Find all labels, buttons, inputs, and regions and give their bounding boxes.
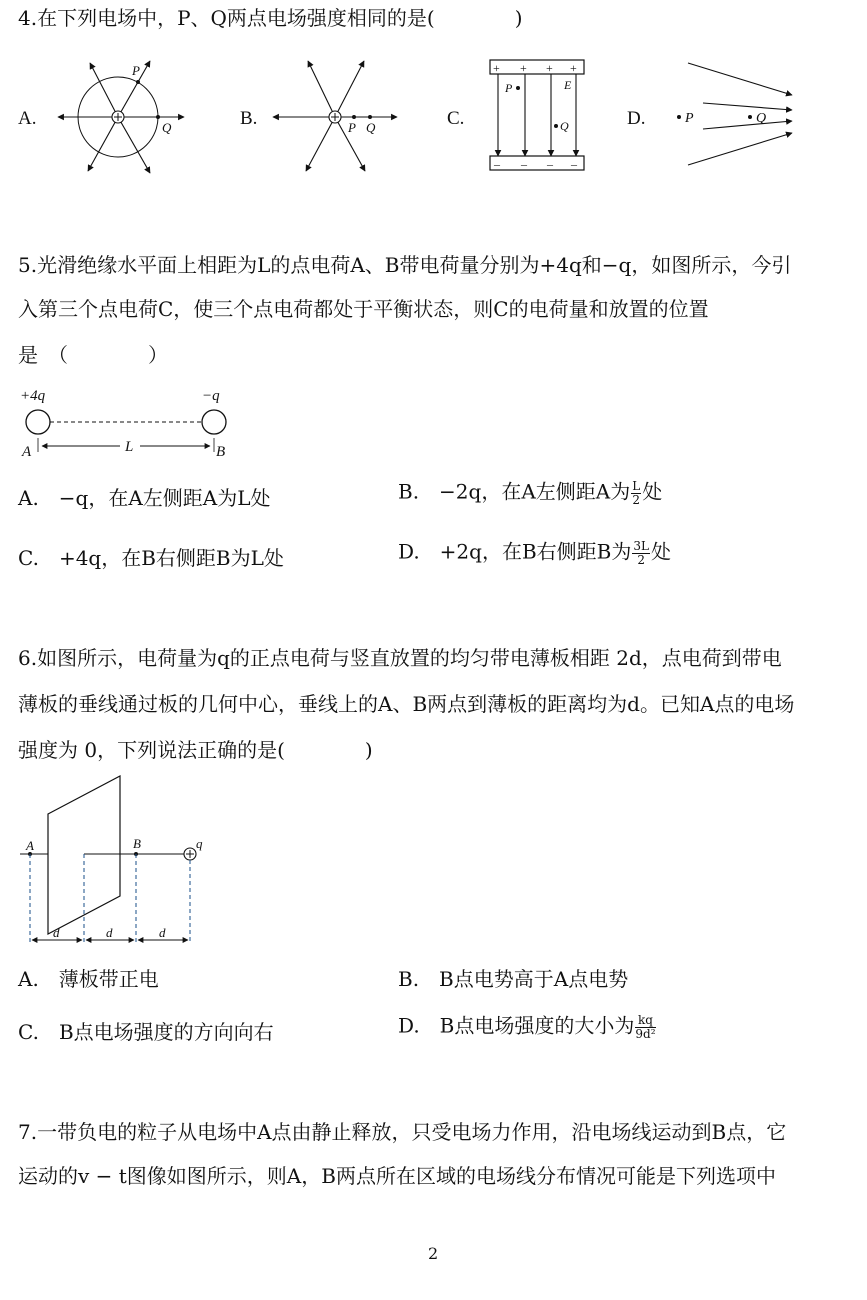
q5-option-c: C. +4q，在B右侧距B为L处 bbox=[18, 546, 284, 570]
q5-stem-line1: 5.光滑绝缘水平面上相距为L的点电荷A、B带电荷量分别为+4q和−q，如图所示，今引 bbox=[18, 253, 792, 277]
q5-figure bbox=[20, 382, 240, 462]
q6-option-d bbox=[398, 1014, 657, 1040]
q4-option-b-label: B. bbox=[240, 108, 258, 129]
q7-stem-line1: 7.一带负电的粒子从电场中A点由静止释放，只受电场力作用，沿电场线运动到B点，它 bbox=[18, 1120, 787, 1144]
page-number: 2 bbox=[428, 1244, 439, 1263]
q4-c-label-q: Q bbox=[560, 119, 569, 133]
q6-stem-line1: 6.如图所示，电荷量为q的正点电荷与竖直放置的均匀带电薄板相距 2d，点电荷到带电 bbox=[18, 646, 782, 670]
q4-option-c-label: C. bbox=[447, 108, 465, 129]
q6-stem-line2: 薄板的垂线通过板的几何中心，垂线上的A、B两点到薄板的距离均为d。已知A点的电场 bbox=[18, 692, 795, 716]
q6-option-a: A. 薄板带正电 bbox=[18, 967, 159, 991]
q4-c-plus-3: + bbox=[546, 61, 553, 75]
q6-option-d-text: D. B点电场强度的大小为 bbox=[398, 1013, 635, 1038]
q5-label-charge-b: −q bbox=[202, 388, 220, 404]
q4-c-plus-4: + bbox=[570, 61, 577, 75]
q4-option-d-label: D. bbox=[627, 108, 646, 129]
q5-stem-line3: 是 （ ） bbox=[18, 343, 168, 367]
q5-label-charge-a: +4q bbox=[20, 388, 46, 404]
q5-option-d-fraction: $\frac{3L}{2}$ bbox=[633, 539, 649, 567]
q7-stem-line2: 运动的v − t图像如图所示，则A，B两点所在区域的电场线分布情况可能是下列选项中 bbox=[18, 1164, 776, 1188]
q4-d-label-q: Q bbox=[756, 111, 767, 126]
q4-c-plus-1: + bbox=[493, 61, 500, 75]
q6-label-d2: d bbox=[106, 925, 113, 940]
q4-b-label-q: Q bbox=[366, 120, 376, 135]
q4-figure-a bbox=[50, 55, 190, 185]
q5-option-b-text: B. −2q，在A左侧距A为 bbox=[398, 479, 631, 504]
q4-stem: 4.在下列电场中，P、Q两点电场强度相同的是( ) bbox=[18, 6, 523, 30]
q4-c-minus-4: – bbox=[571, 157, 577, 171]
q4-d-label-p: P bbox=[685, 111, 694, 126]
q4-c-minus-1: – bbox=[494, 157, 500, 171]
q5-label-b: B bbox=[216, 444, 226, 460]
q4-figure-c bbox=[488, 58, 588, 178]
q6-label-d3: d bbox=[159, 925, 166, 940]
q6-label-q: q bbox=[196, 836, 203, 851]
q6-stem-line3: 强度为 0，下列说法正确的是( ) bbox=[18, 738, 373, 762]
q6-option-b: B. B点电势高于A点电势 bbox=[398, 967, 629, 991]
q5-label-a: A bbox=[22, 444, 32, 460]
q4-c-minus-3: – bbox=[547, 157, 553, 171]
q4-a-label-p: P bbox=[132, 63, 140, 78]
q5-option-b-fraction: $\frac{L}{2}$ bbox=[632, 479, 641, 507]
q5-option-b: B. −2q，在A左侧距A为 $\frac{L}{2}$ 处 bbox=[398, 479, 663, 507]
q6-label-b: B bbox=[133, 836, 141, 851]
q6-figure bbox=[16, 772, 246, 952]
q5-option-d-text: D. +2q，在B右侧距B为 bbox=[398, 539, 632, 564]
q5-stem-line2: 入第三个点电荷C，使三个点电荷都处于平衡状态，则C的电荷量和放置的位置 bbox=[18, 297, 709, 321]
q4-figure-d bbox=[668, 55, 808, 175]
q6-label-a: A bbox=[26, 838, 34, 853]
q5-option-d: D. +2q，在B右侧距B为 $\frac{3L}{2}$ 处 bbox=[398, 539, 671, 567]
q6-option-d-fraction: $\frac{kq}{\text{9d²}}$ bbox=[635, 1013, 656, 1041]
q4-c-plus-2: + bbox=[520, 61, 527, 75]
q4-option-a-label: A. bbox=[18, 108, 37, 129]
q6-option-c: C. B点电场强度的方向向右 bbox=[18, 1020, 274, 1044]
q4-b-label-p: P bbox=[348, 120, 356, 135]
q5-option-a: A. −q，在A左侧距A为L处 bbox=[18, 486, 271, 510]
q4-a-label-q: Q bbox=[162, 120, 172, 135]
q4-c-minus-2: – bbox=[521, 157, 527, 171]
q4-c-label-e: E bbox=[564, 78, 572, 92]
q4-c-label-p: P bbox=[505, 81, 513, 95]
q4-figure-b bbox=[270, 55, 410, 185]
q6-label-d1: d bbox=[53, 925, 60, 940]
q5-label-length: L bbox=[125, 439, 134, 455]
